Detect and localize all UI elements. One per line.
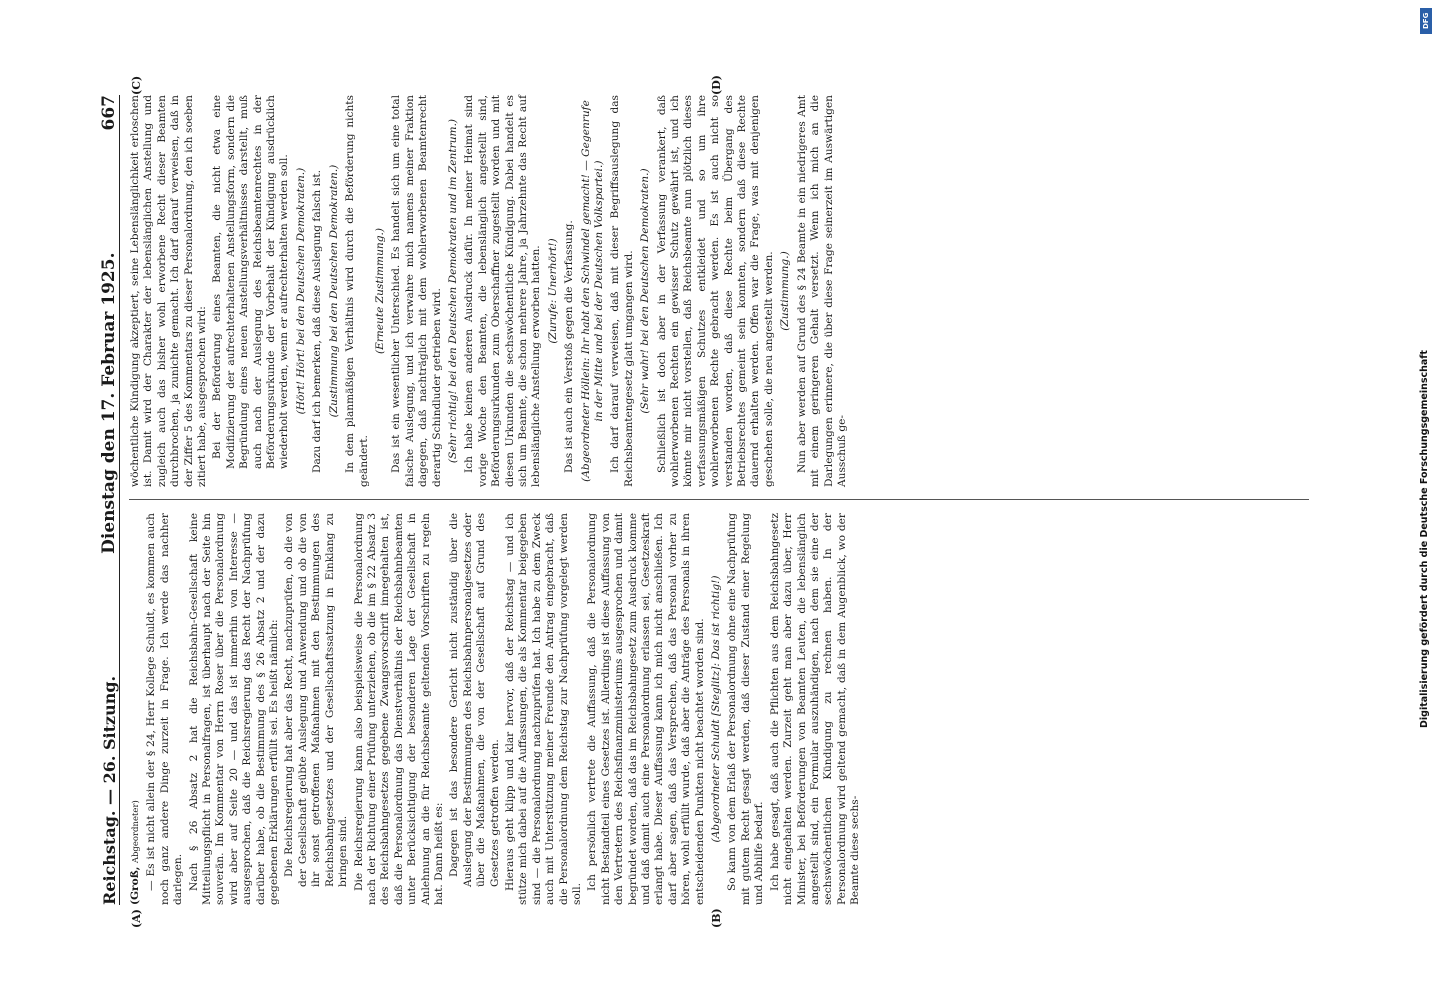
- paragraph: So kann von dem Erlaß der Personalordnung ohne eine Nachprüfung mit gutem Recht gesagt werden, daß dieser Zustand einer Regelung und Abhilfe bedarf.: [726, 513, 766, 905]
- column-divider: [129, 499, 1309, 500]
- digitization-credit: [1419, 8, 1434, 728]
- paragraph: wöchentliche Kündigung akzeptiert, seine Lebenslänglichkeit erloschen ist. Damit wird der Charakter der lebenslänglichen Anstellung und zugleich auch das bisher wohl erworbene Recht dieser Beamten durchbrochen, ja zunichte gemacht. Ich darf darauf verweisen, daß in der Ziffer 5 des Kommentars zu dieser Personalordnung, den ich soeben zitiert habe, ausgesprochen wird:: [129, 95, 209, 487]
- interjection: (Sehr wahr! bei den Deutschen Demokraten.): [639, 168, 652, 414]
- quote: Bei der Beförderung eines Beamten, die nicht etwa eine Modifizierung der aufrechterhaltenen Anstellungsform, sondern die Begründung eines neuen Anstellungsverhältnisses darstellt, muß auch nach der Auslegung des Reichsbeamtenrechtes in der Beförderungsurkunde der Vorbehalt der Kündigung ausdrücklich wiederholt werden, wenn er aufrechterhalten werden soll.: [211, 95, 291, 469]
- interjection: (Abgeordneter Höllein: Ihr habt den Schwindel gemacht! — Gegenrufe in der Mitte und bei der Deutschen Volkspartei.): [579, 100, 605, 482]
- interjection: (Abgeordneter Schuldt [Steglitz]: Das ist richtig!): [710, 575, 723, 843]
- paragraph: Ich darf darauf verweisen, daß mit dieser Begriffsauslegung das Reichsbeamtengesetz glatt umgangen wird.: [609, 95, 635, 487]
- paragraph: Ich habe keinen anderen Ausdruck dafür. In meiner Heimat sind vorige Woche den Beamten, die lebenslänglich angestellt sind, Beförderungsurkunden zum Oberschaffner zugestellt worden und mit diesen Urkunden die sechswöchentliche Kündigung. Dabei handelt es sich um Beamte, die schon mehrere Jahre, ja Jahrzehnte das Recht auf lebenslängliche Anstellung erworben hatten.: [463, 95, 543, 487]
- margin-mark-c: (C): [130, 75, 143, 95]
- paragraph: — Es ist nicht allein der § 24, Herr Kollege Schuldt, es kommen auch noch ganz andere Dinge zurzeit in Frage. Ich werde das nachher darlegen.: [145, 513, 185, 905]
- header-left: Reichstag. — 26. Sitzung.: [100, 675, 119, 905]
- interjection: (Zustimmung.): [779, 251, 792, 331]
- interjection: (Zustimmung bei den Deutschen Demokraten.): [327, 164, 340, 418]
- paragraph: Das ist ein wesentlicher Unterschied. Es handelt sich um eine total falsche Auslegung, und ich verwahre mich namens meiner Fraktion dagegen, daß nachträglich mit dem wohlerworbenen Beamtenrecht derartig Schindluder getrieben wird.: [390, 95, 443, 487]
- margin-mark-b: (B): [710, 908, 723, 928]
- page-number: 667: [99, 95, 119, 131]
- header-date: Dienstag den 17. Februar 1925.: [99, 252, 119, 554]
- interjection: (Sehr richtig! bei den Deutschen Demokraten und im Zentrum.): [446, 118, 459, 464]
- interjection: (Hört! Hört! bei den Deutschen Demokraten.): [294, 167, 307, 415]
- margin-mark-a: (A): [130, 909, 143, 928]
- interjection: (Zurufe: Unerhört!): [546, 238, 559, 344]
- dfg-logo: DFG: [1420, 8, 1432, 34]
- paragraph: Dazu darf ich bemerken, daß diese Auslegung falsch ist.: [311, 169, 324, 473]
- text-columns: [129, 95, 1319, 905]
- interjection: (Erneute Zustimmung.): [373, 227, 386, 355]
- paragraph: Ich habe gesagt, daß auch die Pflichten aus dem Reichsbahngesetz nicht eingehalten werden. Zurzeit geht man aber dazu über, Herr Minister, bei Beförderungen von Beamten Leuten, die lebenslänglich angestellt sind, ein Formular auszuhändigen, nach dem sie eine der sechswöchentlichen Kündigung zu rechnen haben. In der Personalordnung wird geltend gemacht, daß in dem Augenblick, wo der Beamte diese sechs-: [768, 513, 862, 905]
- paragraph: Schließlich ist doch aber in der Verfassung verankert, daß wohlerworbenen Rechten ein gewisser Schutz gewährt ist, und ich könnte mir nicht vorstellen, daß Reichsbeamte nun plötzlich dieses verfassungsmäßigen Schutzes entkleidet und so um ihre wohlerworbenen Rechte gebracht werden. Es ist auch nicht so verstanden worden, daß diese Rechte beim Übergang des Betriebsrechtes gemeint sein konnten, sondern daß diese Rechte dauernd erhalten werden. Offen war die Frage, was mit denjenigen geschehen solle, die neu angestellt werden.: [655, 95, 775, 487]
- paragraph: Hieraus geht klipp und klar hervor, daß der Reichstag — und ich stütze mich dabei auf die Auffassungen, die als Kommentar beigegeben sind — die Personalordnung nachzuprüfen hat. Ich habe zu dem Zweck auch mit Unterstützung meiner Freunde den Antrag eingebracht, daß die Personalordnung dem Reichstag zur Nachprüfung vorgelegt werden soll.: [503, 513, 583, 905]
- document-sheet: [85, 95, 1320, 905]
- margin-mark-d: (D): [710, 75, 723, 95]
- quote: Dagegen ist das besondere Gericht nicht zuständig über die Auslegung der Bestimmungen des Reichsbahnpersonalgesetzes oder über die Maßnahmen, die von der Gesellschaft auf Grund des Gesetzes getroffen werden.: [448, 513, 501, 887]
- speaker-line: [129, 513, 143, 905]
- paragraph: Das ist auch ein Verstoß gegen die Verfassung.: [563, 220, 576, 473]
- paragraph: In dem planmäßigen Verhältnis wird durch die Beförderung nichts geändert.: [344, 95, 370, 487]
- page-header: [85, 95, 120, 905]
- right-column: [129, 95, 1309, 487]
- paragraph: Ich persönlich vertrete die Auffassung, daß die Personalordnung nicht Bestandteil eines Gesetzes ist. Allerdings ist diese Auffassung von den Vertretern des Reichsfinanzministeriums ausgesprochen und damit begründet worden, daß das im Reichsbahngesetz zum Ausdruck komme und daß damit auch eine Personalordnung erlassen sei, Gesetzeskraft erlangt habe. Dieser Auffassung kann ich mich nicht anschließen. Ich darf aber sagen, daß das Versprechen, daß das Personal vorher zu hören, wohl erfüllt wurde, daß aber die Anträge des Personals in ihren entscheidenden Punkten nicht beachtet worden sind.: [586, 513, 706, 905]
- left-column: [129, 513, 1309, 905]
- credit-text: Digitalisierung gefördert durch die Deutsche Forschungsgemeinschaft: [1419, 350, 1430, 728]
- quote: Die Reichsregierung hat aber das Recht, nachzuprüfen, ob die von der Gesellschaft geübte Auslegung und Anwendung und ob die von ihr sonst getroffenen Maßnahmen mit den Bestimmungen des Reichsbahngesetzes und der Gesellschaftssatzung in Einklang zu bringen sind.: [283, 513, 350, 887]
- paragraph: Nach § 26 Absatz 2 hat die Reichsbahn-Gesellschaft keine Mitteilungspflicht in Personalfragen, ist überhaupt nach der Seite hin souverän. Im Kommentar von Herrn Roser über die Personalordnung wird aber auf Seite 20 — und das ist immerhin von Interesse — ausgesprochen, daß die Reichsregierung das Recht der Nachprüfung darüber habe, ob die Bestimmung des § 26 Absatz 2 und der dazu gegebenen Erklärungen erfüllt sei. Es heißt nämlich:: [187, 513, 281, 905]
- paragraph: Die Reichsregierung kann also beispielsweise die Personalordnung nach der Richtung einer Prüfung unterziehen, ob die im § 22 Absatz 3 des Reichsbahngesetzes gegebene Zwangsvorschrift innegehalten ist, daß die Personalordnung das Dienstverhältnis der Reichsbahnbeamten unter Berücksichtigung der besonderen Lage der Gesellschaft in Anlehnung an die für Reichsbeamte geltenden Vorschriften zu regeln hat. Dann heißt es:: [352, 513, 445, 905]
- paragraph: Nun aber werden auf Grund des § 24 Beamte in ein niedrigeres Amt mit einem geringeren Gehalt versetzt. Wenn ich mich an die Darlegungen erinnere, die über diese Frage seinerzeit im Auswärtigen Ausschuß ge-: [795, 95, 848, 487]
- speaker-role: Abgeordneter): [131, 800, 141, 864]
- speaker-name: (Groß,: [129, 866, 141, 905]
